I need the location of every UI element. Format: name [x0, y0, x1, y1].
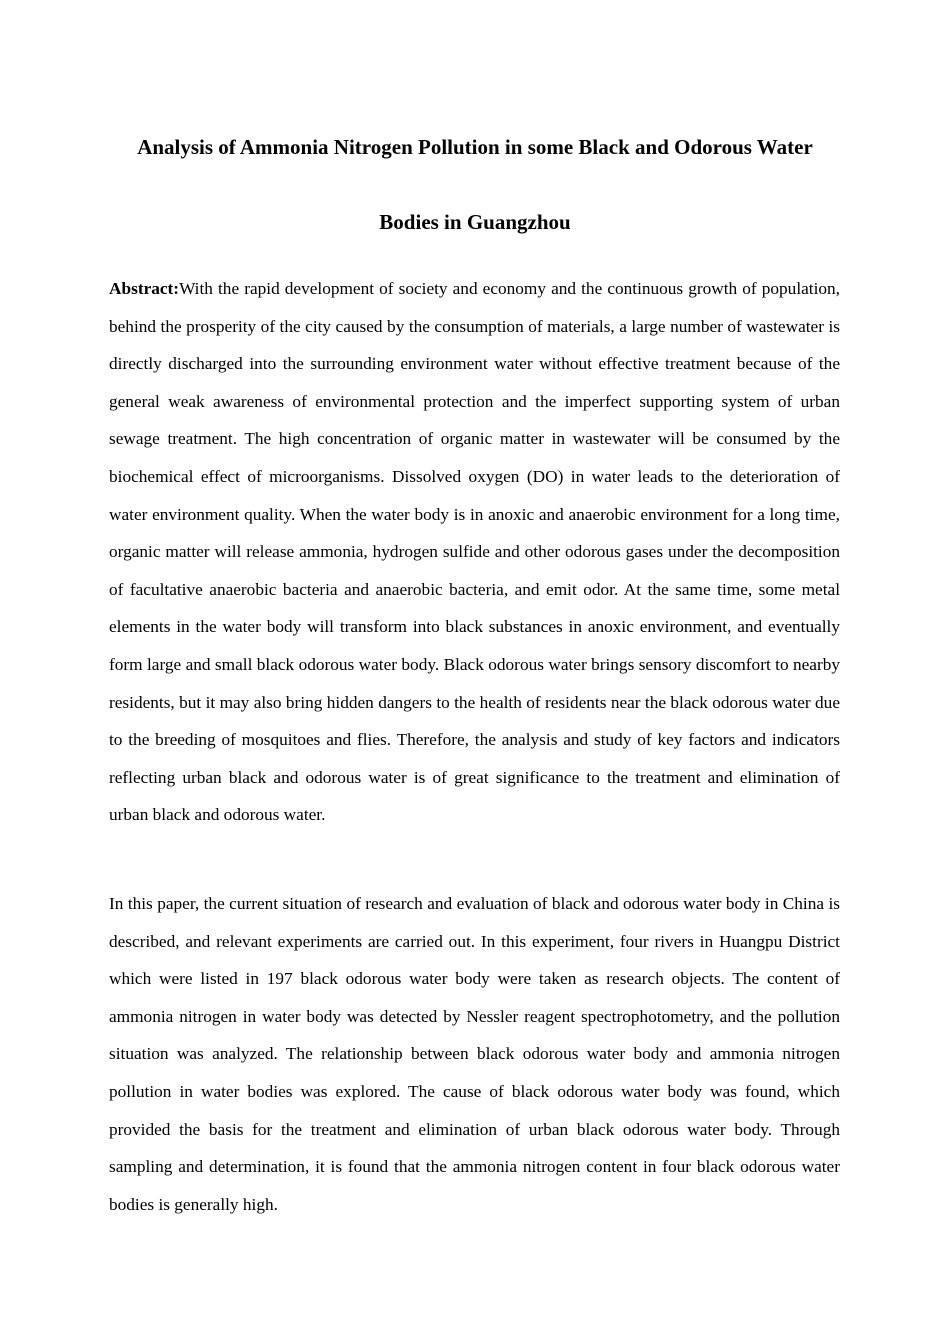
paper-title-line-1: Analysis of Ammonia Nitrogen Pollution in some Black and Odorous Water	[137, 135, 813, 159]
paper-title-line-2: Bodies in Guangzhou	[379, 210, 571, 234]
abstract-text: With the rapid development of society and economy and the continuous growth of population, behind the prosperity of the city caused by the consumption of materials, a large number of wastewater is directly discharged into the surrounding environment water without effective treatment because of the general weak awareness of environmental protection and the imperfect supporting system of urban sewage treatment. The high concentration of organic matter in wastewater will be consumed by the biochemical effect of microorganisms. Dissolved oxygen (DO) in water leads to the deterioration of water environment quality. When the water body is in anoxic and anaerobic environment for a long time, organic matter will release ammonia, hydrogen sulfide and other odorous gases under the decomposition of facultative anaerobic bacteria and anaerobic bacteria, and emit odor. At the same time, some metal elements in the water body will transform into black substances in anoxic environment, and eventually form large and small black odorous water body. Black odorous water brings sensory discomfort to nearby residents, but it may also bring hidden dangers to the health of residents near the black odorous water due to the breeding of mosquitoes and flies. Therefore, the analysis and study of key factors and indicators reflecting urban black and odorous water is of great significance to the treatment and elimination of urban black and odorous water.	[109, 279, 840, 825]
abstract-paragraph	[109, 270, 840, 834]
body-paragraph-2: In this paper, the current situation of research and evaluation of black and odorous water body in China is described, and relevant experiments are carried out. In this experiment, four rivers in Huangpu District which were listed in 197 black odorous water body were taken as research objects. The content of ammonia nitrogen in water body was detected by Nessler reagent spectrophotometry, and the pollution situation was analyzed. The relationship between black odorous water body and ammonia nitrogen pollution in water bodies was explored. The cause of black odorous water body was found, which provided the basis for the treatment and elimination of urban black odorous water body. Through sampling and determination, it is found that the ammonia nitrogen content in four black odorous water bodies is generally high.	[109, 894, 840, 1214]
abstract-label: Abstract:	[109, 279, 180, 298]
